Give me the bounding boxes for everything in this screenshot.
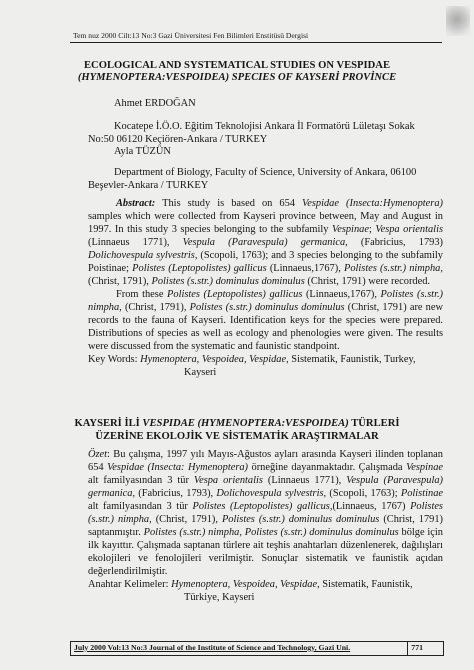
ozet-text: (Linnaeus, 1767) — [332, 501, 411, 512]
abstract-label: Abstract: — [116, 198, 156, 209]
footer-page-number: 771 — [411, 643, 423, 652]
turkish-title-part: TÜRLERİ — [348, 418, 400, 429]
abstract-taxon: Polistes (Leptopolistes) gallicus — [132, 263, 267, 274]
abstract-taxon: Vespidae (Insecta:Hymenoptera) — [302, 198, 443, 209]
abstract-taxon: Vespa orientalis — [375, 224, 443, 235]
turkish-title-line-1 — [0, 418, 474, 429]
anahtar-kelimeler-taxa: Hymenoptera, Vespoidea, Vespidae, — [171, 579, 320, 590]
abstract-block — [88, 197, 443, 379]
ozet-taxon: Vespa orientalis — [193, 475, 263, 486]
author-1-name: Ahmet ERDOĞAN — [114, 98, 196, 109]
english-title-line-1: ECOLOGICAL AND SYSTEMATICAL STUDIES ON VESPIDAE — [83, 60, 391, 71]
anahtar-kelimeler-label: Anahtar Kelimeler: — [88, 579, 172, 590]
author-2-affiliation-line-1: Department of Biology, Faculty of Science, University of Ankara, 06100 — [114, 167, 417, 178]
page-corner-stain — [446, 6, 470, 36]
ozet-text: (Christ, 1791) saptanmıştır. — [88, 514, 444, 538]
footer-journal-citation: July 2000 Vol:13 No:3 Journal of the Institute of Science and Technology, Gazi Uni. — [74, 643, 351, 652]
ozet-taxon: Polistes (s.str.) nimpha, — [88, 501, 443, 525]
ozet-taxon: Dolichovespula sylvestris, — [216, 488, 327, 499]
english-title-line-2 — [0, 72, 474, 83]
ozet-taxon: Polistinae — [400, 488, 443, 499]
abstract-paragraph-1 — [88, 197, 443, 288]
anahtar-kelimeler-line-1 — [88, 578, 443, 591]
keywords-rest: Sistematik, Faunistik, Turkey, — [288, 354, 416, 365]
ozet-taxon: Polistes (s.str.) dominulus dominulus — [221, 514, 380, 525]
abstract-taxon: Polistes (s.str.) dominulus dominulus — [151, 276, 305, 287]
abstract-taxon: Vespinae — [332, 224, 369, 235]
ozet-taxon: Polistes (s.str.) nimpha, Polistes (s.str.) dominulus dominulus — [143, 527, 399, 538]
abstract-taxon: Dolichovespula sylvestris, — [88, 250, 198, 261]
header-rule — [70, 42, 442, 43]
abstract-taxon: Polistes (Leptopolistes) gallicus — [167, 289, 303, 300]
author-1-affiliation-line-1: Kocatepe İ.Ö.O. Eğitim Teknolojisi Ankara İl Formatörü Lületaşı Sokak — [114, 121, 415, 132]
running-header: Tem nuz 2000 Cilt:13 No:3 Gazi Üniversitesi Fen Bilimleri Enstitüsü Dergisi — [73, 31, 309, 40]
ozet-text: örneğine dayanmaktadır. Çalışmada — [248, 462, 407, 473]
keywords-taxa: Hymenoptera, Vespoidea, Vespidae, — [140, 354, 289, 365]
turkish-title-line-2: ÜZERİNE EKOLOJİK VE SİSTEMATİK ARAŞTIRMALAR — [95, 431, 379, 442]
ozet-text: (Fabricius, 1793), — [135, 488, 217, 499]
abstract-taxon: Vespula (Paravespula) germanica, — [182, 237, 348, 248]
author-2-affiliation-line-2: Beşevler-Ankara / TURKEY — [88, 180, 209, 191]
turkish-title-taxon: VESPIDAE (HYMENOPTERA:VESPOIDEA) — [142, 418, 349, 429]
anahtar-kelimeler-line-2: Türkiye, Kayseri — [184, 592, 255, 603]
keywords-line-1 — [88, 353, 443, 366]
abstract-text: (Scopoli, 1763); and 3 species belonging to the subfamily Poistinae; — [88, 250, 443, 274]
ozet-text: (Christ, 1791), — [151, 514, 222, 525]
abstract-text: (Linnaeus,1767), — [266, 263, 344, 274]
ozet-text: : Bu çalışma, 1997 yılı Mayıs-Ağustos ayları arasında Kayseri ilinden toplanan 654 — [88, 449, 443, 473]
ozet-text: bölge için ilk kayıttır. Çalışmada saptanan türlere ait teşhis anahtarları düzenlenerek, dağılışları ekolojileri ve fenolojileri verilmiştir. Sonuçlar sistematik ve faunistik açıdan değerlendirilmiştir. — [88, 527, 443, 577]
abstract-text: This study is based on 654 — [155, 198, 303, 209]
keywords-line-2: Kayseri — [184, 367, 217, 378]
abstract-text: From these — [116, 289, 168, 300]
ozet-text: (Linnaeus 1771), — [262, 475, 347, 486]
ozet-text: alt familyasından 3 tür — [88, 475, 194, 486]
abstract-text: (Christ, 1791), — [88, 276, 152, 287]
ozet-paragraph — [88, 448, 443, 578]
abstract-taxon: Polistes (s.str.) nimpha, — [343, 263, 443, 274]
abstract-paragraph-2 — [88, 288, 443, 353]
turkish-title-part: KAYSERİ İLİ — [74, 418, 143, 429]
ozet-text: alt familyasından 3 tür — [88, 501, 193, 512]
ozet-text: (Scopoli, 1763); — [326, 488, 401, 499]
abstract-text: (Linnaeus 1771), — [88, 237, 183, 248]
abstract-text: (Christ, 1791) are new records to the fauna of Kayseri. Identification keys for the species were prepared. Distributions of species as well as ecology and phenologies were given. The results were discussed from the systematic and faunistic standpoint. — [88, 302, 443, 352]
abstract-text: ; — [368, 224, 376, 235]
ozet-taxon: Polistes (Leptopolistes) gallicus, — [192, 501, 333, 512]
abstract-text: (Christ, 1791), — [121, 302, 190, 313]
ozet-taxon: Vespula (Paravespula) germanica, — [88, 475, 443, 499]
author-1-affiliation-line-2: No:50 06120 Keçiören-Ankara / TURKEY — [88, 134, 268, 145]
journal-footer — [70, 641, 444, 656]
abstract-text: samples which were collected from Kayseri province between, May and August in 1997. In this study 3 species belonging to the subfamily — [88, 211, 443, 235]
ozet-label: Özet — [88, 449, 108, 460]
ozet-taxon: Vespinae — [406, 462, 443, 473]
footer-divider — [407, 642, 408, 655]
anahtar-kelimeler-rest: Sistematik, Faunistik, — [319, 579, 413, 590]
author-2-name: Ayla TÜZÜN — [114, 146, 171, 157]
abstract-taxon: Polistes (s.str.) nimpha, — [88, 289, 444, 313]
abstract-text: (Fabricius, 1793) — [347, 237, 443, 248]
abstract-text: (Linnaeus,1767), — [302, 289, 381, 300]
abstract-taxon: Polistes (s.str.) dominulus dominulus — [189, 302, 345, 313]
english-title-line-2-text: (HYMENOPTERA:VESPOIDEA) SPECIES OF KAYSERİ PROVİNCE — [77, 72, 397, 83]
abstract-text: (Christ, 1791) were recorded. — [304, 276, 431, 287]
keywords-label: Key Words: — [88, 354, 141, 365]
ozet-block — [88, 448, 443, 604]
ozet-taxon: Vespidae (Insecta: Hymenoptera) — [107, 462, 249, 473]
